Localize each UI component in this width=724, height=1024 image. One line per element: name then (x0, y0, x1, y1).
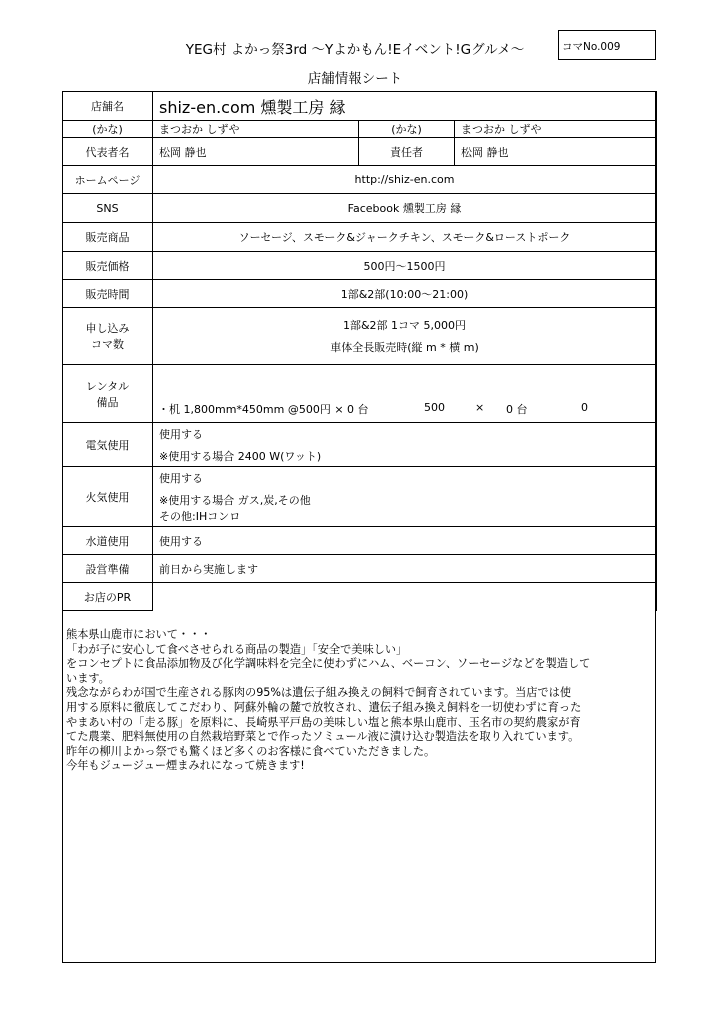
rental-desk-total: 0 (581, 400, 588, 414)
apply-label-line2: コマ数 (91, 338, 124, 351)
shop-name-label: 店舗名 (63, 92, 153, 121)
document-subtitle: 店舗情報シート (307, 71, 403, 87)
kana-value: まつおか しずや (153, 121, 359, 138)
responsible-value: 松岡 静也 (455, 138, 657, 166)
shop-info-table (62, 91, 657, 611)
pr-label-spacer (153, 583, 657, 611)
pr-line: 「わが子に安心して食べさせられる商品の製造」「安全で美味しい」 (66, 642, 408, 656)
water-label: 水道使用 (63, 527, 153, 555)
rental-desk-times: × (475, 400, 485, 414)
electricity-line2: ※使用する場合 2400 W(ワット) (159, 449, 322, 463)
rental-desk: ・机 1,800mm*450mm @500円 × 0 台 (158, 402, 369, 416)
price-value: 500円〜1500円 (153, 252, 657, 280)
pr-line: 残念ながらわが国で生産される豚肉の95%は遺伝子組み換えの飼料で飼育されています。当店では使 (66, 686, 572, 700)
fire-line3: その他:IHコンロ (159, 509, 241, 523)
rental-label-line1: レンタル (85, 379, 130, 393)
kana-value-2: まつおか しずや (455, 121, 657, 138)
pr-text (66, 628, 652, 774)
fire-value (153, 467, 657, 527)
homepage-label: ホームページ (63, 166, 153, 194)
pr-line: 用する原料に徹底してこだわり、阿蘇外輪の麓で放牧され、遺伝子組み換え飼料を一切使わずに育った (66, 700, 582, 714)
kana-label: (かな) (63, 121, 153, 138)
homepage-value: http://shiz-en.com (153, 166, 657, 194)
pr-line: 熊本県山鹿市において・・・ (66, 628, 212, 641)
time-value: 1部&2部(10:00〜21:00) (153, 280, 657, 308)
price-label: 販売価格 (63, 252, 153, 280)
time-label: 販売時間 (63, 280, 153, 308)
document-title: YEG村 よかっ祭3rd 〜Yよかもん!Eイベント!Gグルメ〜 (185, 42, 525, 58)
electricity-value (153, 423, 657, 467)
water-value: 使用する (153, 527, 657, 555)
pr-line: います。 (66, 671, 110, 685)
apply-line1: 1部&2部 1コマ 5,000円 (342, 319, 467, 332)
koma-number: コマNo.009 (558, 30, 656, 60)
shop-name: shiz-en.com 燻製工房 縁 (153, 92, 657, 121)
pr-label: お店のPR (63, 583, 153, 611)
electricity-label: 電気使用 (63, 423, 153, 467)
setup-label: 設営準備 (63, 555, 153, 583)
pr-line: やまあい村の「走る豚」を原料に、長崎県平戸島の美味しい塩と熊本県山鹿市、玉名市の契約農家が育 (66, 715, 581, 729)
pr-line: てた農業、肥料無使用の自然栽培野菜とで作ったソミュール液に漬け込む製造法を取り入れています。 (66, 730, 580, 744)
apply-label (63, 308, 153, 365)
representative-label: 代表者名 (63, 138, 153, 166)
rental-desk-qty: 0 台 (506, 402, 528, 416)
fire-line1: 使用する (159, 471, 203, 485)
goods-value: ソーセージ、スモーク&ジャークチキン、スモーク&ローストポーク (153, 223, 657, 252)
pr-line: をコンセプトに食品添加物及び化学調味料を完全に使わずにハム、ベーコン、ソーセージなどを製造して (66, 657, 591, 671)
rental-label-line2: 備品 (96, 395, 119, 409)
electricity-line1: 使用する (159, 427, 203, 441)
rental-label (63, 365, 153, 423)
responsible-label: 責任者 (359, 138, 455, 166)
rental-desk-unit: 500 (424, 400, 445, 414)
rental-value (153, 365, 657, 423)
apply-label-line1: 申し込み (85, 322, 130, 335)
setup-value: 前日から実施します (153, 555, 657, 583)
sns-label: SNS (63, 194, 153, 223)
kana-label-2: (かな) (359, 121, 455, 138)
apply-line2: 車体全長販売時(縦 m * 横 m) (330, 341, 479, 354)
pr-line: 今年もジュージュー煙まみれになって焼きます! (66, 759, 305, 773)
fire-line2: ※使用する場合 ガス,炭,その他 (159, 493, 311, 507)
goods-label: 販売商品 (63, 223, 153, 252)
sns-value: Facebook 燻製工房 縁 (153, 194, 657, 223)
representative-value: 松岡 静也 (153, 138, 359, 166)
fire-label: 火気使用 (63, 467, 153, 527)
apply-value (153, 308, 657, 365)
pr-line: 昨年の柳川よかっ祭でも驚くほど多くのお客様に食べていただきました。 (66, 744, 436, 758)
